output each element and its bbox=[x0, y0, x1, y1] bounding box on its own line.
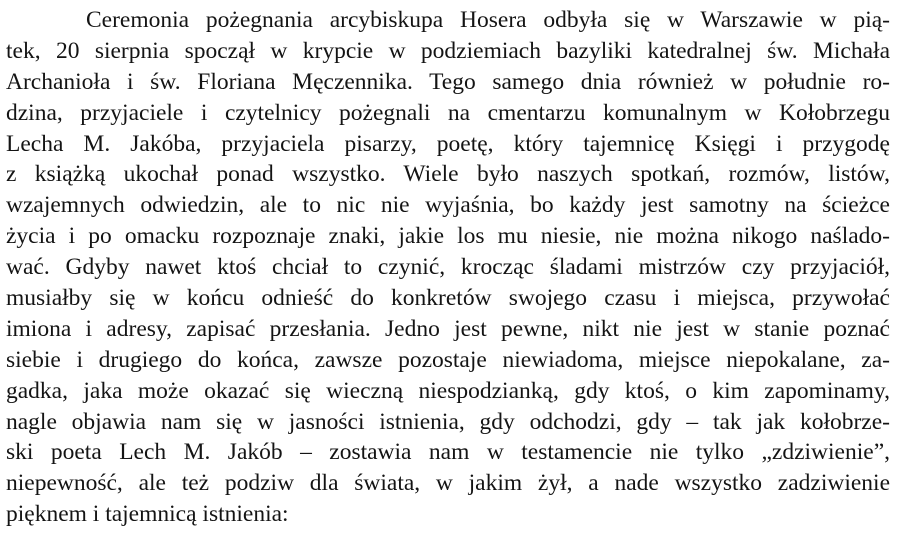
text-line: gadka, jaka może okazać się wieczną niespodzianką, gdy ktoś, o kim zapominamy, bbox=[6, 377, 890, 404]
text-line: z książką ukochał ponad wszystko. Wiele było naszych spotkań, rozmów, listów, bbox=[6, 161, 890, 188]
text-line: ski poeta Lech M. Jakób – zostawia nam w testamencie nie tylko „zdziwienie”, bbox=[6, 439, 890, 466]
text-line: musiałby się w końcu odnieść do konkretów swojego czasu i miejsca, przywołać bbox=[6, 285, 890, 312]
text-line: niepewność, ale też podziw dla świata, w jakim żył, a nade wszystko zadziwienie bbox=[6, 470, 890, 497]
text-line: siebie i drugiego do końca, zawsze pozostaje niewiadoma, miejsce niepokalane, za- bbox=[6, 346, 890, 373]
text-line: życia i po omacku rozpoznaje znaki, jakie los mu niesie, nie można nikogo naślado- bbox=[6, 223, 890, 250]
text-line: Lecha M. Jakóba, przyjaciela pisarzy, poetę, który tajemnicę Księgi i przygodę bbox=[6, 130, 890, 157]
text-line: wać. Gdyby nawet ktoś chciał to czynić, krocząc śladami mistrzów czy przyjaciół, bbox=[6, 254, 890, 281]
text-line: imiona i adresy, zapisać przesłania. Jedno jest pewne, nikt nie jest w stanie poznać bbox=[6, 315, 890, 342]
text-line: pięknem i tajemnicą istnienia: bbox=[6, 501, 289, 528]
text-line: Ceremonia pożegnania arcybiskupa Hosera odbyła się w Warszawie w pią- bbox=[86, 7, 890, 33]
text-line: wzajemnych odwiedzin, ale to nic nie wyjaśnia, bo każdy jest samotny na ścieżce bbox=[6, 192, 890, 219]
text-line: dzina, przyjaciele i czytelnicy pożegnali na cmentarzu komunalnym w Kołobrzegu bbox=[6, 99, 890, 126]
text-line: tek, 20 sierpnia spoczął w krypcie w podziemiach bazyliki katedralnej św. Michała bbox=[6, 37, 890, 64]
text-line: nagle objawia nam się w jasności istnienia, gdy odchodzi, gdy – tak jak kołobrze- bbox=[6, 408, 890, 435]
body-paragraph bbox=[6, 5, 890, 530]
text-line: Archanioła i św. Floriana Męczennika. Tego samego dnia również w południe ro- bbox=[6, 68, 890, 95]
